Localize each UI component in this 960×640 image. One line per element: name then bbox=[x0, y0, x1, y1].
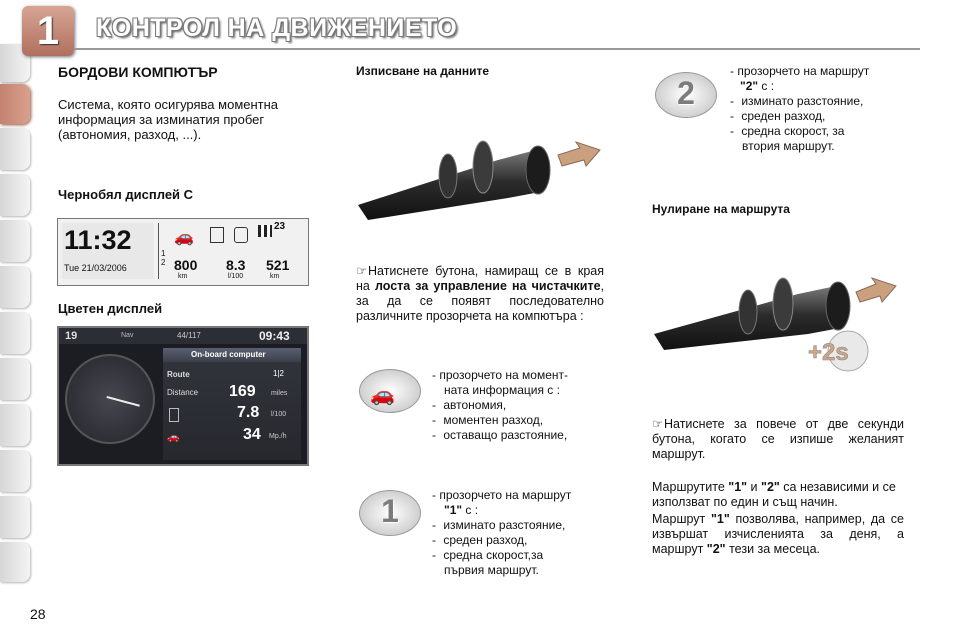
chapter-tabs bbox=[0, 0, 34, 640]
route-1-icon bbox=[359, 490, 421, 536]
compass-needle bbox=[106, 396, 139, 407]
value-remaining: 521 bbox=[266, 257, 290, 273]
instruction-bold: лоста за управление на чистачките bbox=[374, 279, 601, 293]
ratio: 44/117 bbox=[177, 331, 201, 340]
color-display bbox=[57, 326, 309, 466]
list-intro-cont: "2" с : bbox=[740, 79, 775, 93]
chapter-tab[interactable] bbox=[0, 358, 30, 400]
stalk-end-button bbox=[826, 282, 850, 330]
divider bbox=[158, 223, 159, 279]
list-item: - среден разход, bbox=[730, 109, 826, 123]
list-intro-cont: "1" с : bbox=[444, 503, 479, 517]
instruction-before: Натиснете бутона, намиращ се в края на bbox=[356, 264, 604, 293]
page-number: 28 bbox=[30, 606, 46, 622]
car-window-icon bbox=[359, 369, 421, 413]
chapter-number-badge: 1 bbox=[22, 6, 74, 56]
fuel-icon bbox=[210, 227, 224, 243]
intro-line: Система, която осигурява моментна bbox=[58, 97, 279, 112]
consumption-value: 7.8 bbox=[237, 404, 260, 421]
list-intro: - прозорчето на момент- bbox=[432, 368, 568, 382]
badge-number: 1 bbox=[381, 493, 399, 529]
intro-text bbox=[58, 97, 314, 142]
reset-overlay: +2s bbox=[808, 339, 849, 366]
route-1-list bbox=[432, 488, 606, 578]
list-item: - изминато разстояние, bbox=[730, 94, 864, 108]
chapter-tab[interactable] bbox=[0, 220, 30, 262]
reset-instruction-text: Натиснете за повече от две секунди бутона, когато се изпише желаният маршрут. bbox=[652, 417, 904, 461]
arrow-icon bbox=[856, 278, 896, 302]
list-item: - средна скорост, за bbox=[730, 124, 845, 138]
list-item: - оставащо разстояние, bbox=[432, 428, 568, 442]
route-2-icon bbox=[655, 72, 717, 118]
chapter-tab[interactable] bbox=[0, 128, 30, 170]
stalk-end-button bbox=[526, 146, 550, 194]
speed-value: 34 bbox=[243, 426, 261, 443]
clock-area bbox=[62, 223, 154, 279]
list-item: - среден разход, bbox=[432, 533, 528, 547]
wiper-stalk-illustration bbox=[648, 254, 904, 374]
mono-display-heading: Чернобял дисплей С bbox=[58, 187, 194, 202]
display-date: Tue 21/03/2006 bbox=[64, 263, 127, 273]
chapter-tab[interactable] bbox=[0, 542, 30, 582]
color-display-heading: Цветен дисплей bbox=[58, 301, 163, 316]
value-autonomy: 800 bbox=[174, 257, 198, 273]
flag-icon bbox=[258, 225, 272, 237]
clock-time: 11:32 bbox=[64, 225, 132, 255]
badge-number: 2 bbox=[677, 75, 695, 111]
instant-info-list bbox=[432, 368, 606, 443]
list-item-cont: първия маршрут. bbox=[444, 563, 539, 577]
unit-km: km bbox=[178, 273, 188, 280]
page-title: КОНТРОЛ НА ДВИЖЕНИЕТО bbox=[96, 14, 458, 42]
list-item-cont: втория маршрут. bbox=[742, 139, 835, 153]
section-heading: БОРДОВИ КОМПЮТЪР bbox=[58, 64, 218, 80]
list-intro: - прозорчето на маршрут bbox=[730, 64, 870, 78]
list-item: - автономия, bbox=[432, 398, 507, 412]
row-label-route: Route bbox=[167, 370, 190, 379]
chapter-tab[interactable] bbox=[0, 450, 30, 492]
chapter-tab[interactable] bbox=[0, 312, 30, 354]
temperature: 23 bbox=[274, 221, 286, 232]
temperature: 19 bbox=[65, 330, 78, 342]
car-icon: 🚗 bbox=[174, 229, 194, 246]
distance-unit: miles bbox=[271, 390, 288, 397]
unit-km: km bbox=[270, 273, 280, 280]
speed-unit: Mp./h bbox=[269, 433, 287, 440]
list-intro-cont: ната информация с : bbox=[444, 383, 560, 397]
header-rule bbox=[74, 48, 920, 50]
range-icon bbox=[234, 227, 248, 243]
panel-title: On-board computer bbox=[191, 350, 266, 359]
row-label-distance: Distance bbox=[167, 388, 199, 397]
stalk-ring bbox=[773, 278, 793, 330]
intro-line: информация за изминатия пробег bbox=[58, 112, 265, 127]
list-item: - средна скорост,за bbox=[432, 548, 544, 562]
list-intro: - прозорчето на маршрут bbox=[432, 488, 572, 502]
list-item: - изминато разстояние, bbox=[432, 518, 566, 532]
section-heading: Изписване на данните bbox=[356, 64, 490, 78]
instruction-after: , за да се появят последователно различните прозорчета на компютъра : bbox=[356, 279, 605, 323]
paragraph-example: Маршрут "1" позволява, например, да се извършат изчисленията за деня, а маршрут "2" тези за месеца. bbox=[652, 512, 904, 556]
arrow-icon bbox=[558, 142, 600, 166]
mono-display bbox=[57, 218, 309, 286]
nav-status: Nav bbox=[121, 332, 134, 339]
stalk-ring bbox=[739, 290, 757, 334]
value-consumption: 8.3 bbox=[226, 257, 246, 273]
chapter-tab[interactable] bbox=[0, 266, 30, 308]
intro-line: (автономия, разход, ...). bbox=[58, 127, 202, 142]
trip-indicator: 1 bbox=[161, 249, 166, 258]
clock-time: 09:43 bbox=[259, 329, 290, 343]
route-2-list bbox=[730, 64, 906, 154]
stalk-ring bbox=[473, 141, 493, 193]
fuel-icon bbox=[169, 408, 179, 422]
pointing-hand-icon: ☞ bbox=[356, 264, 368, 278]
wiper-stalk-illustration bbox=[348, 120, 604, 220]
reset-instruction bbox=[652, 417, 904, 462]
trip-indicators bbox=[161, 249, 165, 267]
reset-heading: Нулиране на маршрута bbox=[652, 202, 790, 216]
distance-value: 169 bbox=[229, 383, 256, 400]
paragraph-routes: Маршрутите "1" и "2" са независими и се използват по един и същ начин. bbox=[652, 480, 896, 509]
chapter-tab[interactable] bbox=[0, 496, 30, 538]
unit-l100: l/100 bbox=[228, 273, 244, 280]
compass-dial bbox=[65, 354, 155, 444]
instruction-text bbox=[356, 264, 604, 324]
computer-panel bbox=[163, 348, 301, 460]
car-speed-icon: 🚗 bbox=[167, 432, 180, 443]
trip-indicator: 2 bbox=[161, 258, 166, 267]
chapter-tab[interactable] bbox=[0, 404, 30, 446]
chapter-tab[interactable] bbox=[0, 174, 30, 216]
car-icon: 🚗 bbox=[370, 384, 395, 406]
list-item: - моментен разход, bbox=[432, 413, 544, 427]
chapter-tab-active[interactable] bbox=[0, 84, 30, 124]
stalk-ring bbox=[439, 154, 457, 198]
pointing-hand-icon: ☞ bbox=[652, 417, 664, 431]
consumption-unit: l/100 bbox=[271, 411, 287, 418]
route-selector: 1|2 bbox=[273, 369, 284, 378]
